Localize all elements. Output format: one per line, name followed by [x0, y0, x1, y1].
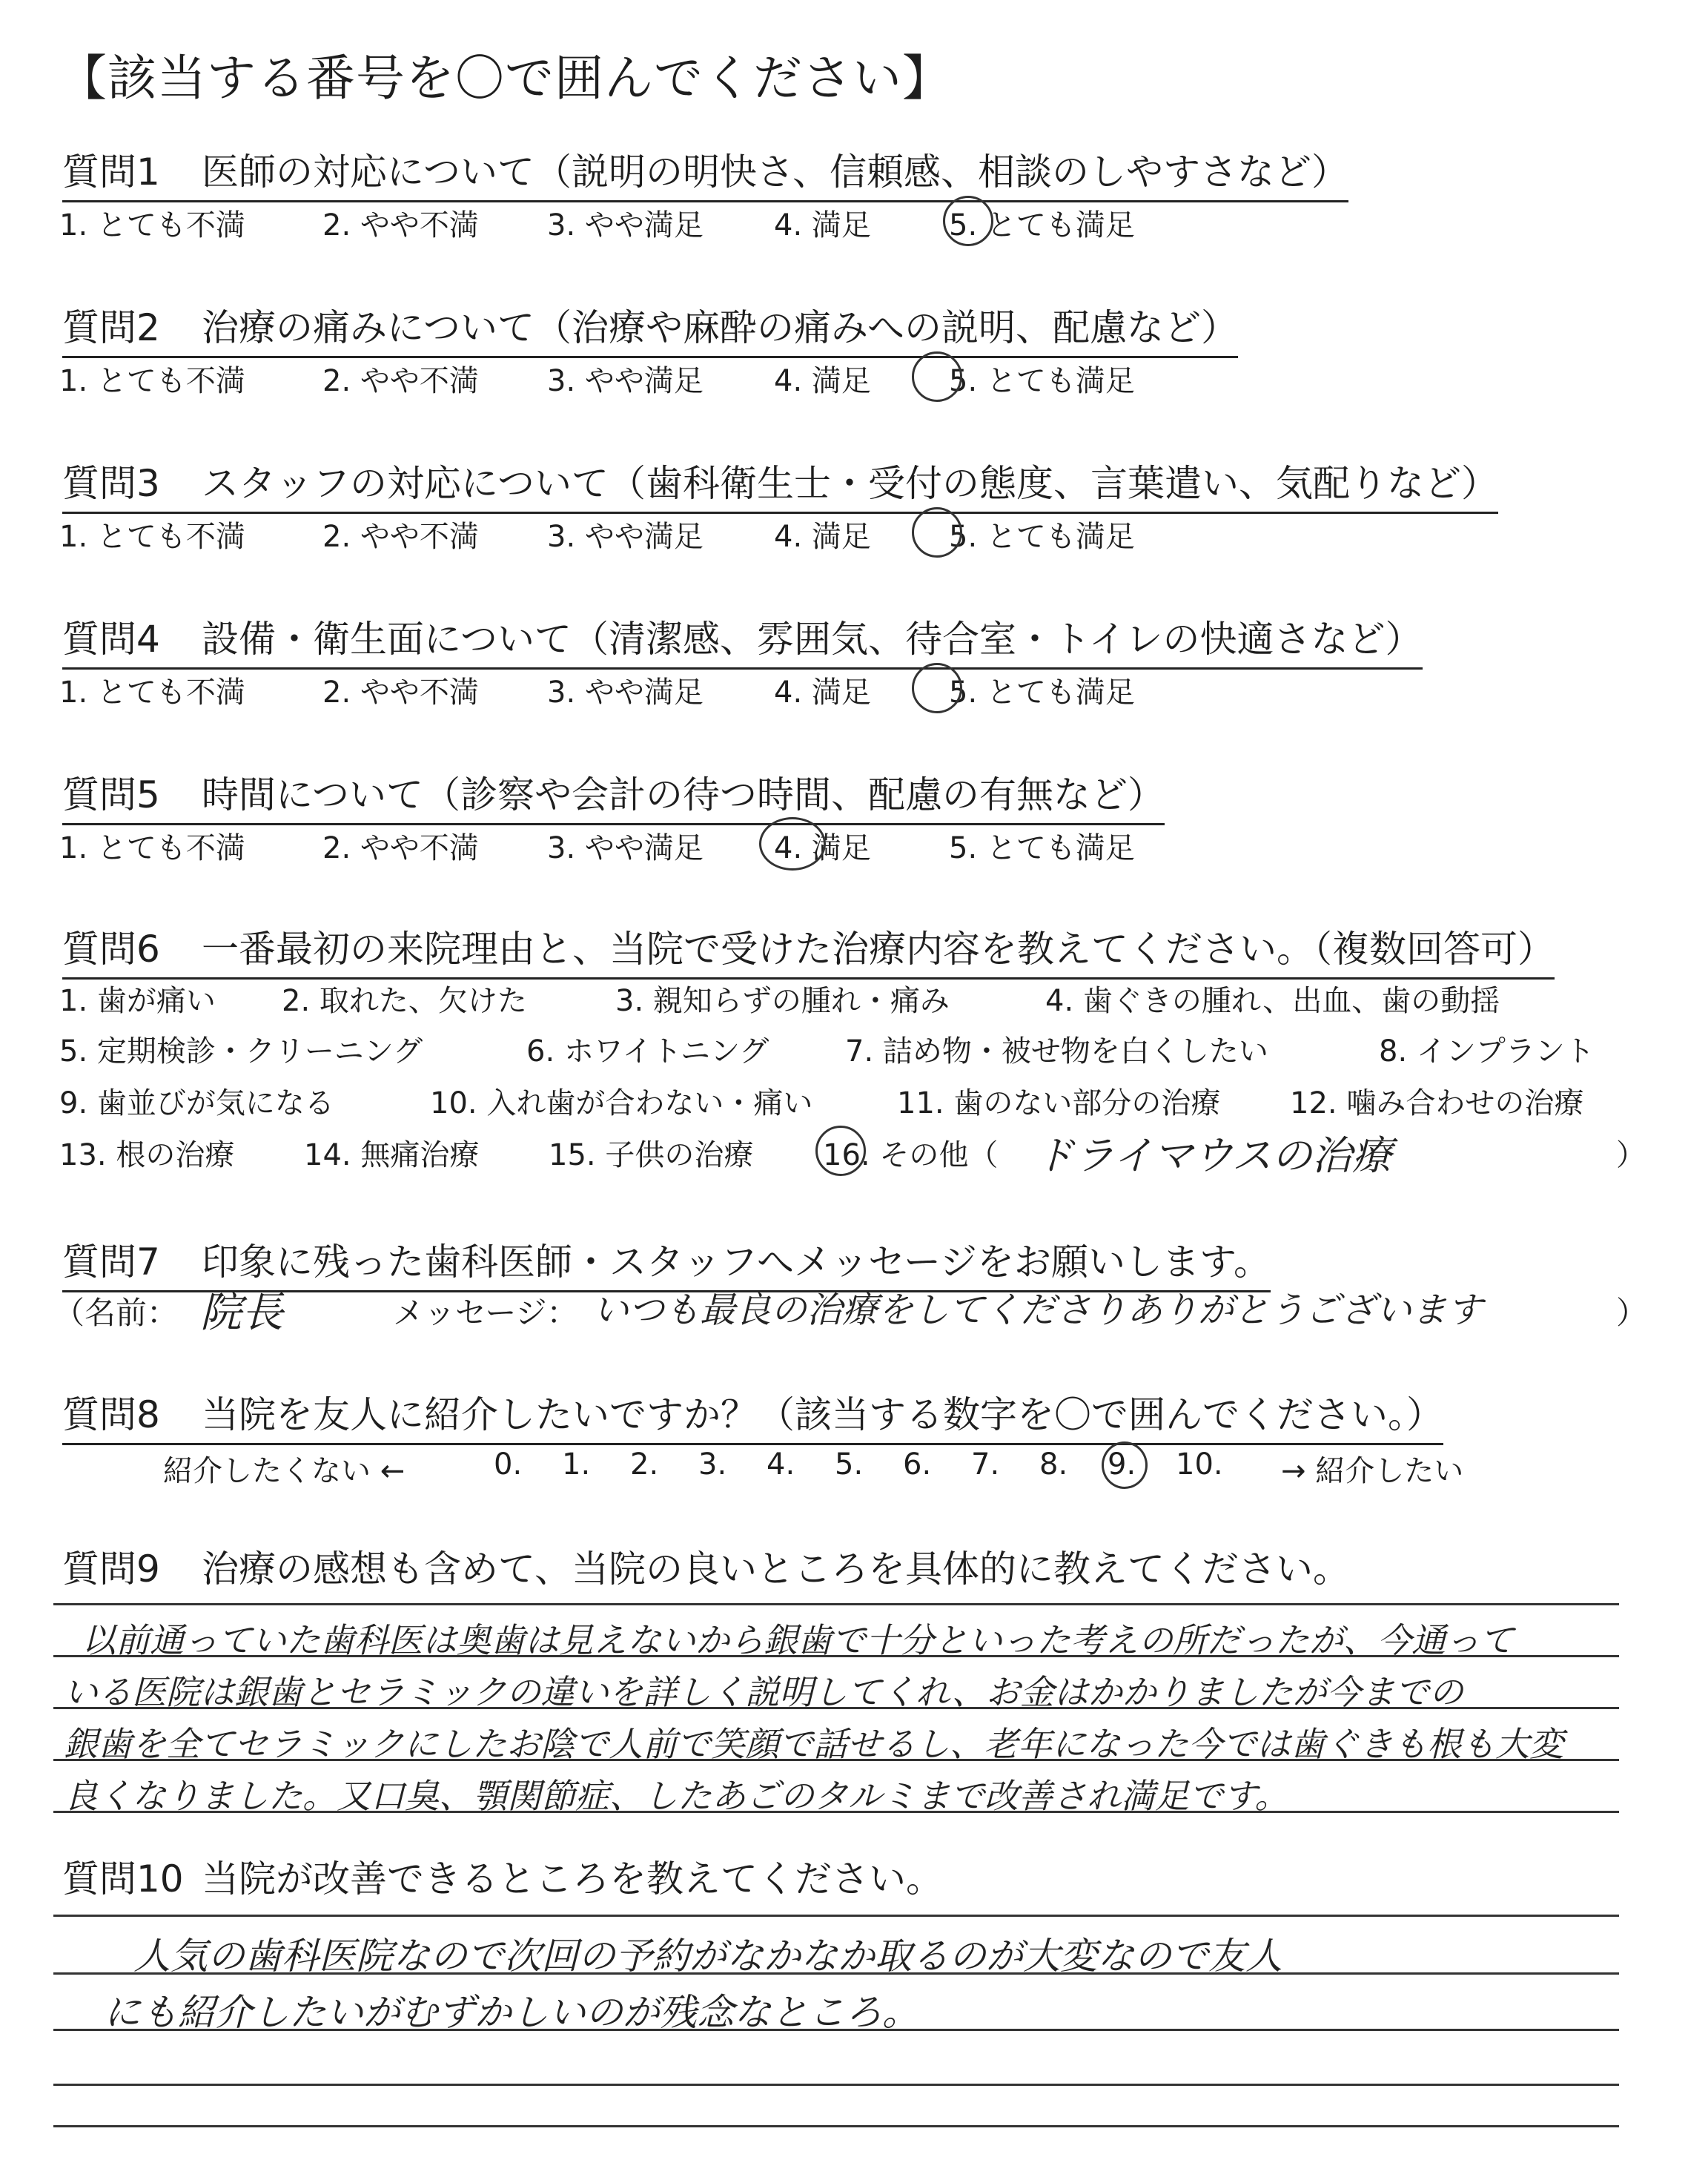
- nps-option-8[interactable]: 8.: [1039, 1447, 1068, 1482]
- question-text: スタッフの対応について（歯科衛生士・受付の態度、言葉遣い、気配りなど）: [202, 462, 1498, 505]
- option-4[interactable]: 4. 満足: [774, 676, 871, 710]
- answer-line: [53, 1915, 1619, 1917]
- question-number: 質問9: [62, 1548, 160, 1591]
- question-text: 当院が改善できるところを教えてください。: [202, 1857, 943, 1900]
- message-handwriting: いつも最良の治療をしてくださりありがとうございます: [593, 1289, 1483, 1331]
- other-answer-handwriting: ドライマウスの治療: [1034, 1132, 1392, 1179]
- message-label: メッセージ：: [393, 1295, 578, 1331]
- option-3[interactable]: 3. やや満足: [547, 831, 704, 865]
- question-text: 治療の感想も含めて、当院の良いところを具体的に教えてください。: [202, 1548, 1350, 1591]
- scale-high-label: → 紹介したい: [1281, 1454, 1464, 1488]
- answer-handwriting-line: いる医院は銀歯とセラミックの違いを詳しく説明してくれ、お金はかかりましたが今までの: [64, 1672, 1463, 1712]
- option-13[interactable]: 13. 根の治療: [59, 1138, 235, 1172]
- question-2-title: [62, 298, 1238, 358]
- question-1-title: [62, 142, 1348, 202]
- option-2[interactable]: 2. やや不満: [322, 208, 479, 242]
- option-1[interactable]: 1. とても不満: [59, 364, 245, 398]
- option-2[interactable]: 2. やや不満: [322, 831, 479, 865]
- question-text: 医師の対応について（説明の明快さ、信頼感、相談のしやすさなど）: [202, 151, 1348, 194]
- question-text: 印象に残った歯科医師・スタッフへメッセージをお願いします。: [202, 1241, 1271, 1284]
- answer-handwriting-line: 良くなりました。又口臭、顎関節症、したあごのタルミまで改善され満足です。: [64, 1776, 1289, 1816]
- question-number: 質問3: [62, 462, 160, 505]
- option-14[interactable]: 14. 無痛治療: [304, 1138, 480, 1172]
- message-close-paren: ）: [1616, 1295, 1648, 1331]
- option-8[interactable]: 8. インプラント: [1379, 1034, 1595, 1069]
- option-2[interactable]: 2. 取れた、欠けた: [282, 984, 527, 1018]
- question-8-title: [62, 1385, 1443, 1445]
- option-1[interactable]: 1. とても不満: [59, 676, 245, 710]
- option-3[interactable]: 3. やや満足: [547, 364, 704, 398]
- option-3[interactable]: 3. 親知らずの腫れ・痛み: [615, 984, 950, 1018]
- option-4[interactable]: 4. 満足: [774, 208, 871, 242]
- nps-option-3[interactable]: 3.: [698, 1447, 727, 1482]
- answer-circle-mark: [815, 1126, 866, 1176]
- option-5[interactable]: 5. とても満足: [949, 364, 1135, 398]
- question-6-title: [62, 919, 1555, 980]
- option-9[interactable]: 9. 歯並びが気になる: [59, 1086, 334, 1120]
- option-2[interactable]: 2. やや不満: [322, 364, 479, 398]
- option-3[interactable]: 3. やや満足: [547, 520, 704, 554]
- question-4-title: [62, 610, 1423, 670]
- option-5[interactable]: 5. とても満足: [949, 676, 1135, 710]
- answer-handwriting-line: にも紹介したいがむずかしいのが残念なところ。: [104, 1991, 919, 2034]
- answer-handwriting-line: 銀歯を全てセラミックにしたお陰で人前で笑顔で話せるし、老年になった今では歯ぐきも根も大変: [64, 1724, 1564, 1764]
- answer-circle-mark: [912, 351, 962, 402]
- answer-line: [53, 2084, 1619, 2086]
- option-15[interactable]: 15. 子供の治療: [549, 1138, 754, 1172]
- scale-low-label: 紹介したくない ←: [163, 1454, 406, 1488]
- other-close-paren: ）: [1616, 1138, 1646, 1172]
- option-10[interactable]: 10. 入れ歯が合わない・痛い: [430, 1086, 813, 1120]
- option-3[interactable]: 3. やや満足: [547, 208, 704, 242]
- option-1[interactable]: 1. とても不満: [59, 208, 245, 242]
- answer-line: [53, 1603, 1619, 1605]
- answer-handwriting-line: 以前通っていた歯科医は奥歯は見えないから銀歯で十分といった考えの所だったが、今通って: [82, 1620, 1514, 1660]
- question-number: 質問4: [62, 618, 160, 661]
- option-5[interactable]: 5. とても満足: [949, 520, 1135, 554]
- option-6[interactable]: 6. ホワイトニング: [526, 1034, 769, 1069]
- nps-option-6[interactable]: 6.: [903, 1447, 932, 1482]
- nps-option-9[interactable]: 9.: [1108, 1447, 1136, 1482]
- question-number: 質問6: [62, 928, 160, 971]
- question-10-title: [62, 1849, 943, 1907]
- option-2[interactable]: 2. やや不満: [322, 676, 479, 710]
- option-4[interactable]: 4. 満足: [774, 364, 871, 398]
- option-1[interactable]: 1. 歯が痛い: [59, 984, 216, 1018]
- nps-option-4[interactable]: 4.: [767, 1447, 795, 1482]
- answer-circle-mark: [943, 196, 993, 246]
- page-title: 【該当する番号を〇で囲んでください】: [58, 50, 952, 107]
- option-5[interactable]: 5. とても満足: [949, 831, 1135, 865]
- question-number: 質問5: [62, 773, 160, 816]
- option-7[interactable]: 7. 詰め物・被せ物を白くしたい: [845, 1034, 1268, 1069]
- name-label: （名前：: [53, 1295, 179, 1331]
- name-handwriting: 院長: [200, 1289, 283, 1337]
- question-3-title: [62, 454, 1498, 514]
- question-number: 質問10: [62, 1857, 184, 1900]
- question-text: 設備・衛生面について（清潔感、雰囲気、待合室・トイレの快適さなど）: [202, 618, 1423, 661]
- option-11[interactable]: 11. 歯のない部分の治療: [897, 1086, 1221, 1120]
- answer-handwriting-line: 人気の歯科医院なので次回の予約がなかなか取るのが大変なので友人: [133, 1935, 1282, 1978]
- option-5[interactable]: 5. 定期検診・クリーニング: [59, 1034, 423, 1069]
- question-number: 質問2: [62, 306, 160, 349]
- nps-option-0[interactable]: 0.: [494, 1447, 523, 1482]
- question-text: 時間について（診察や会計の待つ時間、配慮の有無など）: [202, 773, 1165, 816]
- nps-option-5[interactable]: 5.: [835, 1447, 864, 1482]
- answer-circle-mark: [1102, 1441, 1148, 1489]
- nps-option-2[interactable]: 2.: [630, 1447, 659, 1482]
- question-text: 治療の痛みについて（治療や麻酔の痛みへの説明、配慮など）: [202, 306, 1238, 349]
- option-4[interactable]: 4. 満足: [774, 831, 871, 865]
- question-number: 質問8: [62, 1393, 160, 1436]
- question-text: 当院を友人に紹介したいですか？（該当する数字を〇で囲んでください。）: [202, 1393, 1443, 1436]
- option-3[interactable]: 3. やや満足: [547, 676, 704, 710]
- option-16[interactable]: 16. その他（: [823, 1138, 999, 1172]
- nps-option-1[interactable]: 1.: [562, 1447, 591, 1482]
- question-5-title: [62, 765, 1165, 825]
- nps-option-7[interactable]: 7.: [971, 1447, 1000, 1482]
- question-number: 質問7: [62, 1241, 160, 1284]
- option-4[interactable]: 4. 歯ぐきの腫れ、出血、歯の動揺: [1045, 984, 1500, 1018]
- option-4[interactable]: 4. 満足: [774, 520, 871, 554]
- answer-circle-mark: [759, 817, 826, 871]
- option-1[interactable]: 1. とても不満: [59, 520, 245, 554]
- question-9-title: [62, 1539, 1350, 1597]
- nps-option-10[interactable]: 10.: [1176, 1447, 1223, 1482]
- answer-line: [53, 2125, 1619, 2127]
- option-1[interactable]: 1. とても不満: [59, 831, 245, 865]
- option-2[interactable]: 2. やや不満: [322, 520, 479, 554]
- question-text: 一番最初の来院理由と、当院で受けた治療内容を教えてください。（複数回答可）: [202, 928, 1555, 971]
- answer-circle-mark: [912, 663, 962, 713]
- option-5[interactable]: 5. とても満足: [949, 208, 1135, 242]
- option-12[interactable]: 12. 噛み合わせの治療: [1290, 1086, 1584, 1120]
- question-number: 質問1: [62, 151, 160, 194]
- answer-circle-mark: [912, 507, 962, 558]
